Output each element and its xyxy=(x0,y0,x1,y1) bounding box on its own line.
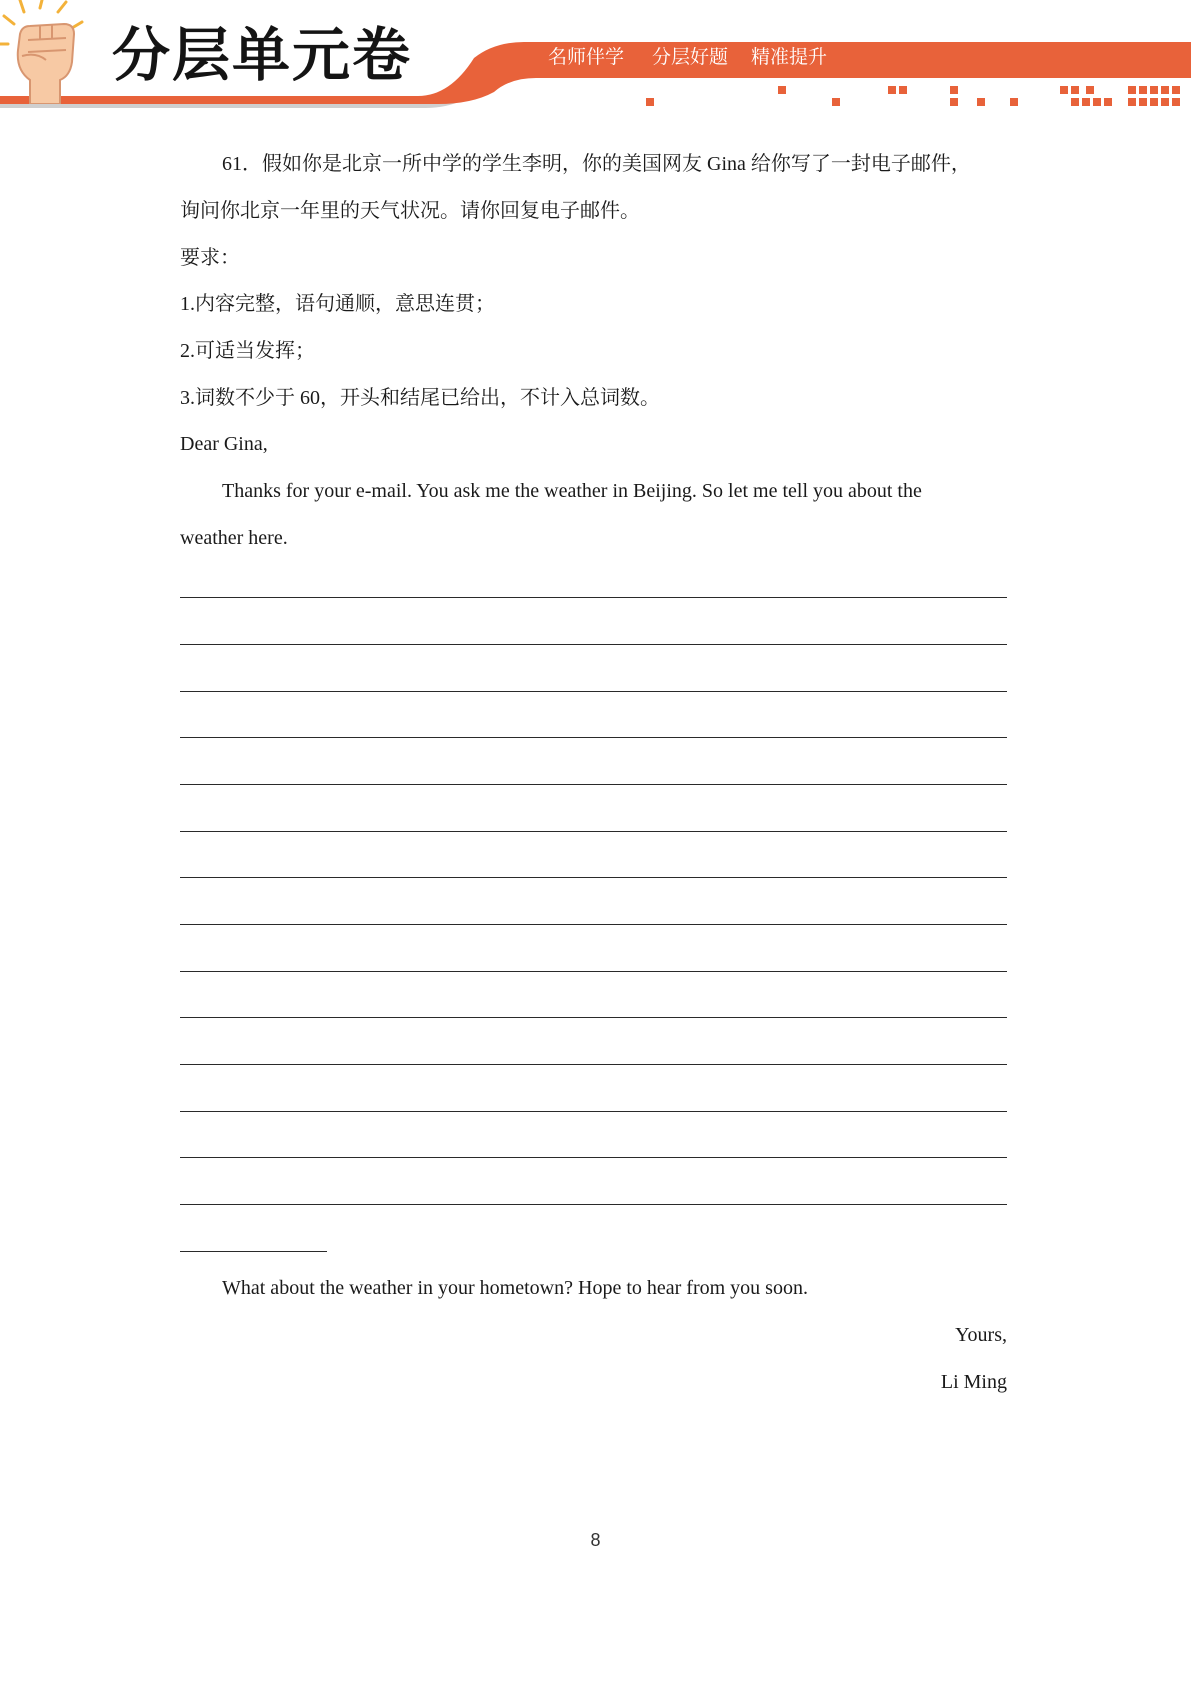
answer-line[interactable] xyxy=(180,1204,1007,1205)
answer-line[interactable] xyxy=(180,1017,1007,1018)
answer-line[interactable] xyxy=(180,784,1007,785)
answer-line[interactable] xyxy=(180,1157,1007,1158)
answer-line[interactable] xyxy=(180,971,1007,972)
requirement-2: 2.可适当发挥； xyxy=(180,340,315,362)
letter-opening-line-1: Thanks for your e-mail. You ask me the weather in Beijing. So let me tell you about the xyxy=(222,480,922,502)
requirement-1: 1.内容完整，语句通顺，意思连贯； xyxy=(180,293,495,315)
letter-closing-line: What about the weather in your hometown? Hope to hear from you soon. xyxy=(222,1277,808,1299)
requirement-3: 3.词数不少于 60，开头和结尾已给出，不计入总词数。 xyxy=(180,387,660,409)
answer-line[interactable] xyxy=(180,831,1007,832)
slogan-2: 分层好题 xyxy=(652,46,729,68)
answer-line[interactable] xyxy=(180,924,1007,925)
header-dots xyxy=(646,86,1180,106)
question-intro-line-1: 61．假如你是北京一所中学的学生李明，你的美国网友 Gina 给你写了一封电子邮件， xyxy=(222,153,971,175)
letter-signature: Li Ming xyxy=(940,1371,1007,1393)
page-number: 8 xyxy=(590,1530,601,1550)
slogan-1: 名师伴学 xyxy=(548,46,625,68)
answer-line[interactable] xyxy=(180,644,1007,645)
raised-fist-icon xyxy=(0,0,100,104)
answer-line[interactable] xyxy=(180,737,1007,738)
brand-title: 分层单元卷 xyxy=(112,21,413,89)
letter-opening-line-2: weather here. xyxy=(180,527,288,549)
requirements-label: 要求： xyxy=(180,247,240,269)
question-intro-line-2: 询问你北京一年里的天气状况。请你回复电子邮件。 xyxy=(180,200,640,222)
answer-line-short[interactable] xyxy=(180,1251,327,1252)
slogan-3: 精准提升 xyxy=(751,46,828,68)
answer-line[interactable] xyxy=(180,1064,1007,1065)
page-header xyxy=(0,0,1191,130)
answer-line[interactable] xyxy=(180,691,1007,692)
letter-salutation: Dear Gina, xyxy=(180,433,268,455)
answer-line[interactable] xyxy=(180,877,1007,878)
answer-line[interactable] xyxy=(180,597,1007,598)
answer-line[interactable] xyxy=(180,1111,1007,1112)
letter-signoff: Yours, xyxy=(955,1324,1007,1346)
